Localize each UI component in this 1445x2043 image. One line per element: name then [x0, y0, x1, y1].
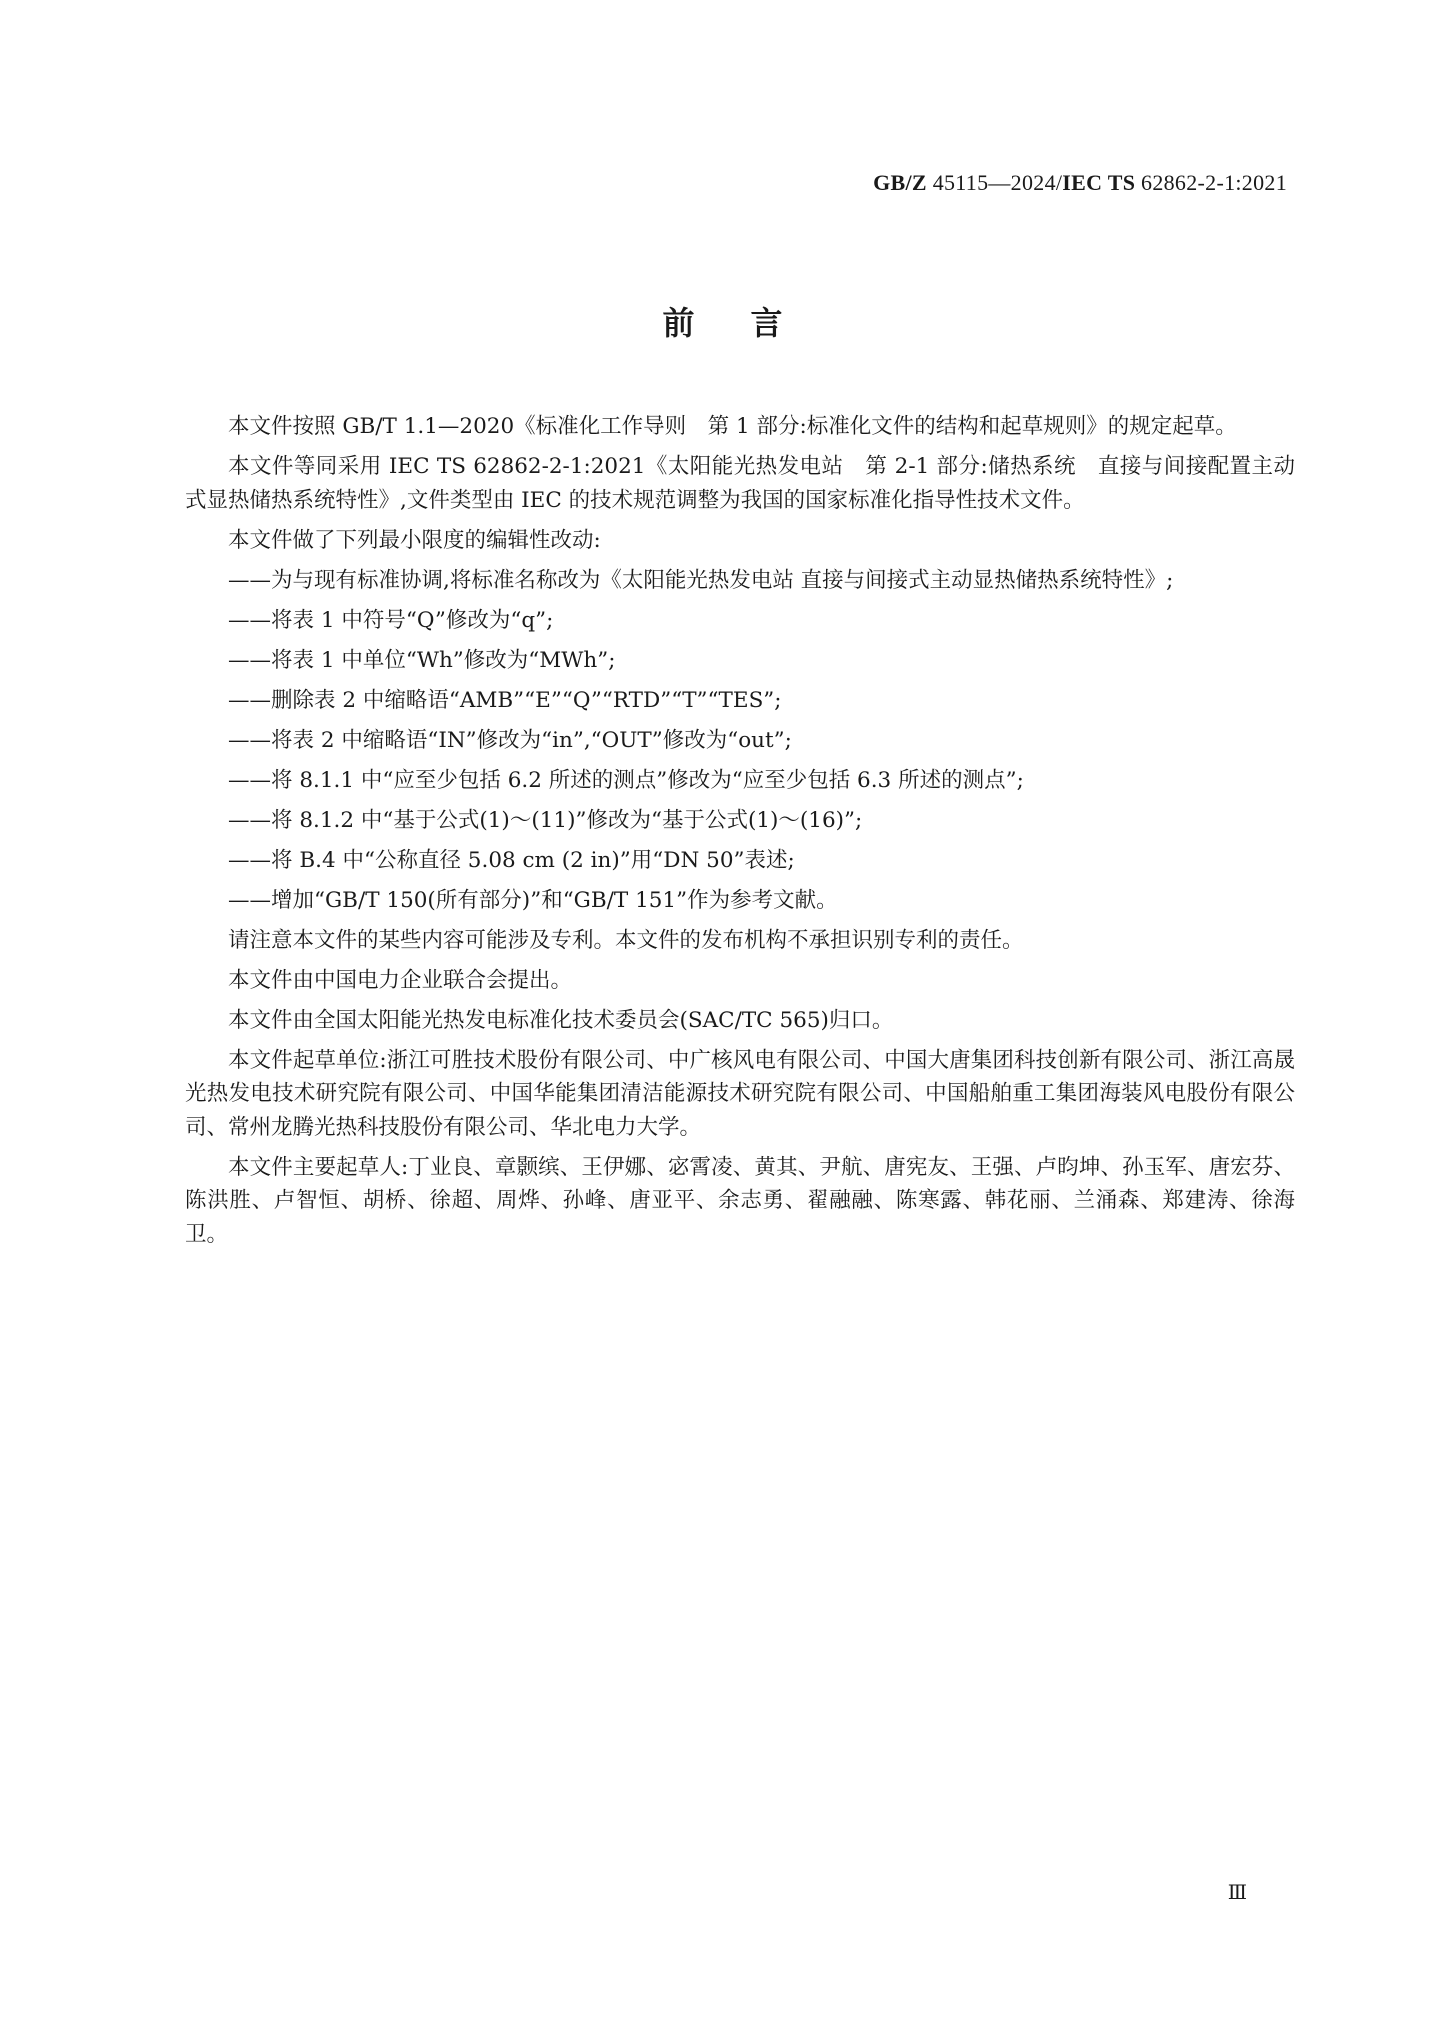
change-item: ——将 8.1.1 中“应至少包括 6.2 所述的测点”修改为“应至少包括 6.3 所述的测点”; [228, 767, 1024, 793]
paragraph-committee: 本文件由全国太阳能光热发电标准化技术委员会(SAC/TC 565)归口。 [228, 1007, 894, 1033]
page-number: Ⅲ [1227, 1882, 1247, 1904]
std-number: 45115—2024/ [926, 170, 1063, 195]
foreword-body [185, 410, 1295, 1258]
page-title: 前言 [662, 304, 839, 342]
paragraph-drafting-units: 本文件起草单位:浙江可胜技术股份有限公司、中广核风电有限公司、中国大唐集团科技创新有限公司、浙江高晟光热发电技术研究院有限公司、中国华能集团清洁能源技术研究院有限公司、中国船舶重工集团海装风电股份有限公司、常州龙腾光热科技股份有限公司、华北电力大学。 [185, 1047, 1295, 1140]
change-item: ——将 B.4 中“公称直径 5.08 cm (2 in)”用“DN 50”表述; [228, 847, 795, 873]
paragraph-adoption: 本文件等同采用 IEC TS 62862-2-1:2021《太阳能光热发电站 第 2-1 部分:储热系统 直接与间接配置主动式显热储热系统特性》,文件类型由 IEC 的技术规范调整为我国的国家标准化指导性技术文件。 [185, 454, 1295, 513]
change-item: ——增加“GB/T 150(所有部分)”和“GB/T 151”作为参考文献。 [228, 887, 838, 913]
paragraph-drafting-rules: 本文件按照 GB/T 1.1—2020《标准化工作导则 第 1 部分:标准化文件的结构和起草规则》的规定起草。 [228, 414, 1237, 439]
change-item: ——将表 2 中缩略语“IN”修改为“in”,“OUT”修改为“out”; [228, 727, 792, 753]
standard-number-header [873, 170, 1287, 196]
paragraph-proposer: 本文件由中国电力企业联合会提出。 [228, 967, 573, 993]
std-iec-prefix: IEC TS [1062, 170, 1136, 195]
change-item: ——为与现有标准协调,将标准名称改为《太阳能光热发电站 直接与间接式主动显热储热系统特性》; [228, 567, 1174, 593]
change-item: ——将 8.1.2 中“基于公式(1)～(11)”修改为“基于公式(1)～(16)”; [228, 807, 863, 833]
paragraph-patent-notice: 请注意本文件的某些内容可能涉及专利。本文件的发布机构不承担识别专利的责任。 [228, 927, 1024, 953]
std-iec-number: 62862-2-1:2021 [1135, 170, 1287, 195]
change-item: ——将表 1 中单位“Wh”修改为“MWh”; [228, 647, 616, 673]
change-item: ——删除表 2 中缩略语“AMB”“E”“Q”“RTD”“T”“TES”; [228, 687, 782, 713]
std-prefix: GB/Z [873, 170, 927, 195]
paragraph-drafters: 本文件主要起草人:丁业良、章颢缤、王伊娜、宓霄凌、黄其、尹航、唐宪友、王强、卢昀坤、孙玉军、唐宏芬、陈洪胜、卢智恒、胡桥、徐超、周烨、孙峰、唐亚平、余志勇、翟融融、陈寒露、韩花丽、兰涌森、郑建涛、徐海卫。 [185, 1154, 1295, 1247]
change-item: ——将表 1 中符号“Q”修改为“q”; [228, 607, 554, 633]
paragraph-changes-intro: 本文件做了下列最小限度的编辑性改动: [228, 527, 601, 553]
